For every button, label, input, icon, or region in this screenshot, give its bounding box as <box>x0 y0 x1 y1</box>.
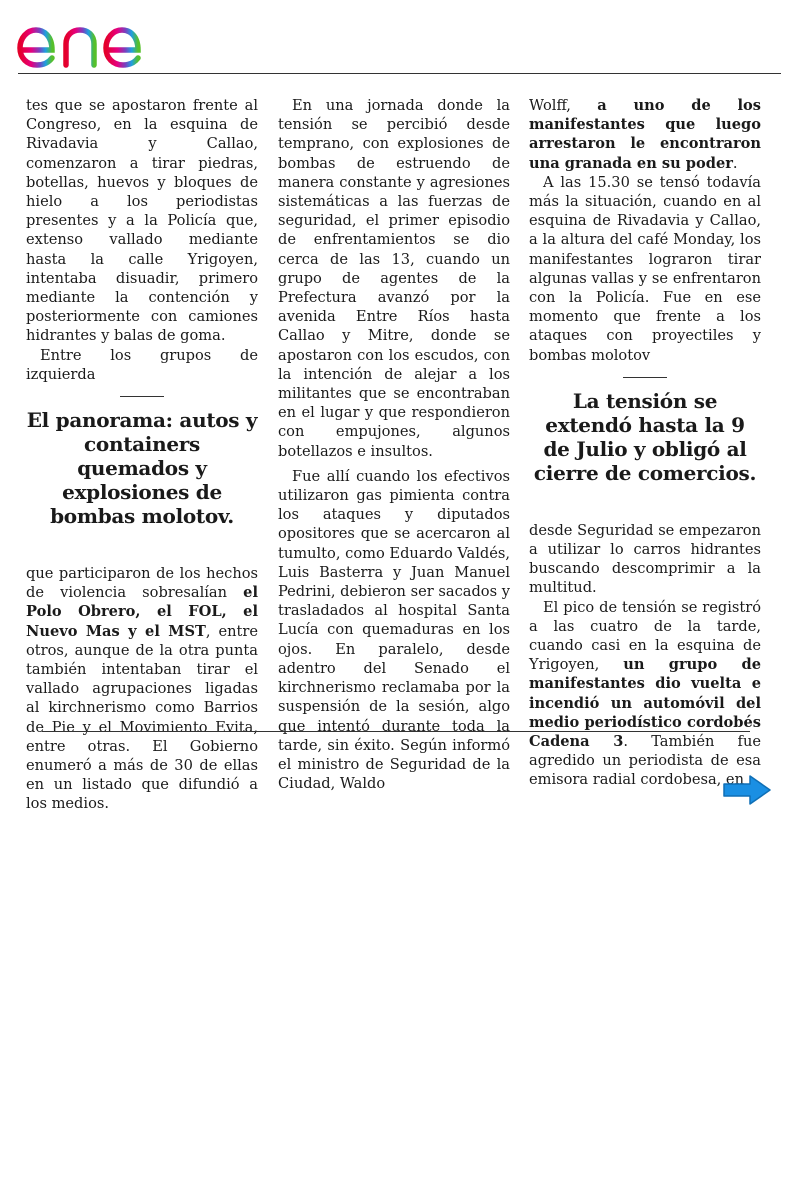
paragraph: Entre los grupos de izquierda <box>26 346 258 383</box>
paragraph: que participaron de los hechos de violencia sobresalían el Polo Obrero, el FOL, el Nuevo Mas y el MST, entre otros, aunque de la otra punta también intentaban tirar el vallado agrupaciones ligadas al kirchnerismo como Barrios de Pie y el Movimiento Evita, entre otras. El Gobierno enumeró a más de 30 de ellas en un listado que difundió a los medios. <box>26 565 258 813</box>
paragraph: Fue allí cuando los efectivos utilizaron gas pimienta contra los ataques y diputados opositores que se acercaron al tumulto, como Eduardo Valdés, Luis Basterra y Juan Manuel Pedrini, debieron ser sacados y trasladados al hospital Santa Lucía con quemaduras en los ojos. En paralelo, desde adentro del Senado el kirchnerismo reclamaba por la suspensión de la sesión, algo que intentó durante toda la tarde, sin éxito. Según informó el ministro de Seguridad de la Ciudad, Waldo <box>278 467 510 793</box>
column-1 <box>26 96 258 814</box>
headline-panorama: El panorama: autos y containers quemados y explosiones de bombas molotov. <box>26 408 258 529</box>
column-3 <box>529 96 761 790</box>
brand-name: enel <box>16 8 19 9</box>
headline-tension: La tensión se extendó hasta la 9 de Julio y obligó al cierre de comercios. <box>533 388 757 485</box>
bottom-rule <box>42 731 750 732</box>
paragraph: desde Seguridad se empezaron a utilizar lo carros hidrantes buscando descomprimir a la multitud. <box>529 521 761 597</box>
paragraph: tes que se apostaron frente al Congreso, en la esquina de Rivadavia y Callao, comenzaron a tirar piedras, botellas, huevos y bloques de hielo a los periodistas presentes y a la Policía que, extenso vallado mediante hasta la calle Yrigoyen, intentaba disuadir, primero mediante la contención y posteriormente con camiones hidrantes y balas de goma. <box>26 97 258 345</box>
paragraph: En una jornada donde la tensión se percibió desde temprano, con explosiones de bombas de estruendo de manera constante y agresiones sistemáticas a las fuerzas de seguridad, el primer episodio de enfrentamientos se dio cerca de las 13, cuando un grupo de agentes de la Prefectura avanzó por la avenida Entre Ríos hasta Callao y Mitre, donde se apostaron con los escudos, con la intención de alejar a los militantes que se encontraban en el lugar y que respondieron con empujones, algunos botellazos e insultos. <box>278 97 510 460</box>
paragraph: El pico de tensión se registró a las cuatro de la tarde, cuando casi en la esquina de Yrigoyen, un grupo de manifestantes dio vuelta e incendió un automóvil del medio periodístico cordobés Cadena 3. También fue agredido un periodista de esa emisora radial cordobesa, en <box>529 598 761 789</box>
top-rule <box>18 73 781 74</box>
enel-logo <box>16 8 181 70</box>
column-2 <box>278 96 510 793</box>
arrow-right-icon[interactable] <box>721 773 773 807</box>
headline-rule <box>623 377 667 378</box>
headline-rule <box>120 396 164 397</box>
paragraph: A las 15.30 se tensó todavía más la situación, cuando en al esquina de Rivadavia y Callao, a la altura del café Monday, los manifestantes lograron tirar algunas vallas y se enfrentaron con la Policía. Fue en ese momento que frente a los ataques con proyectiles y bombas molotov <box>529 173 761 364</box>
paragraph: Wolff, a uno de los manifestantes que luego arrestaron le encontraron una granada en su poder. <box>529 97 761 172</box>
